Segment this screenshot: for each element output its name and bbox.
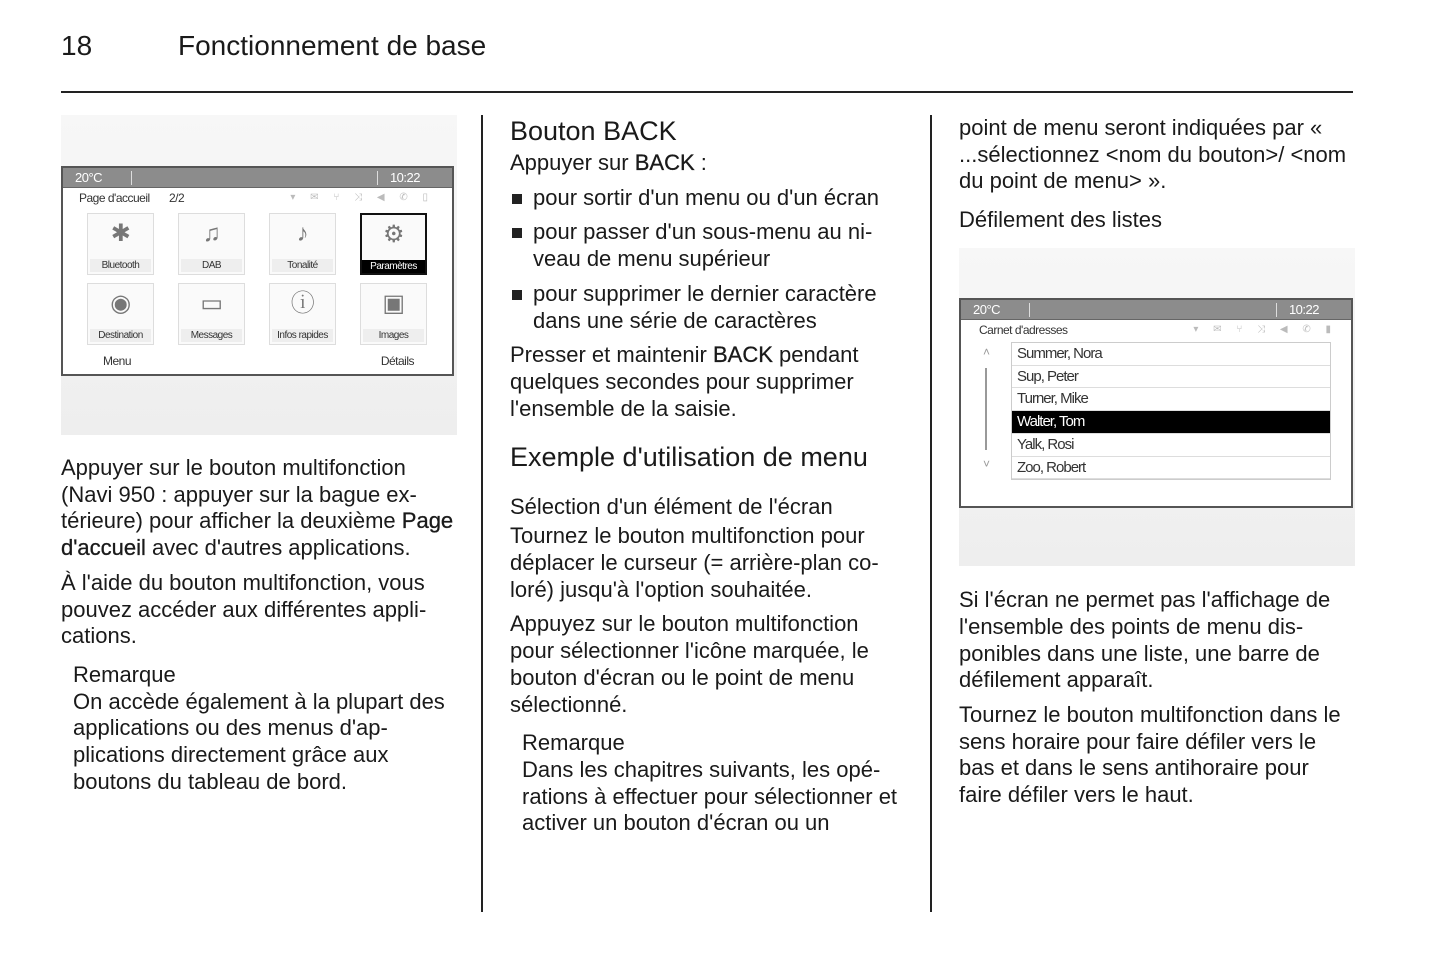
list-item[interactable]: Zoo, Robert <box>1012 457 1330 480</box>
status-bar <box>961 300 1351 320</box>
tile-bluetooth[interactable] <box>87 213 154 275</box>
subheading: Sélection d'un élément de l'écran <box>510 494 833 520</box>
scroll-down-icon[interactable]: ˅ <box>983 457 990 472</box>
list-item[interactable]: Yalk, Rosi <box>1012 434 1330 457</box>
note-text: On accède également à la plupart des applications ou des menus d'applications directement grâce aux boutons du tableau de bord. <box>73 688 445 794</box>
globe-icon: ◉ <box>110 290 131 317</box>
tile-infos-rapides[interactable] <box>269 283 336 345</box>
emphasis: BACK <box>712 342 773 368</box>
bullet-list <box>510 185 906 335</box>
clock: 10:22 <box>1288 302 1319 318</box>
temperature: 20°C <box>973 302 1001 318</box>
section-heading: Bouton BACK <box>510 116 677 146</box>
text: Appuyer sur le bouton multifonction (Navi 950 : appuyer sur la bague extérieure) pour afficher la deuxième <box>61 455 417 534</box>
column-divider <box>930 115 932 912</box>
tile-label: Bluetooth <box>90 259 151 272</box>
text: pendant quelques secondes pour supprimer l'ensemble de la saisie. <box>510 342 859 421</box>
softkey-menu[interactable]: Menu <box>103 354 132 368</box>
paragraph <box>510 342 906 422</box>
emphasis: Page d'accueil <box>61 508 454 561</box>
paragraph: Tournez le bouton multifonction pour déplacer le curseur (= arrière-plan coloré) jusqu'à l'option souhaitée. <box>510 523 879 602</box>
clock: 10:22 <box>389 170 420 185</box>
subheading: Défilement des listes <box>959 207 1162 233</box>
list-item[interactable]: Sup, Peter <box>1012 366 1330 389</box>
text: Appuyer sur <box>510 150 635 175</box>
page-number: 18 <box>61 30 93 61</box>
gear-icon: ⚙ <box>382 221 404 248</box>
info-icon: ⓘ <box>290 290 315 317</box>
image-icon: ▣ <box>382 290 405 317</box>
tile-parametres[interactable] <box>360 213 427 275</box>
column-2 <box>510 116 906 837</box>
status-icons: ▾ ✉ ⑂ ⤨ ◀ ✆ ▯ <box>290 192 434 203</box>
text: avec d'autres applications. <box>145 535 411 561</box>
tile-label: Paramètres <box>362 260 425 273</box>
temperature: 20°C <box>75 170 103 185</box>
dab-icon: ♫ <box>202 220 221 247</box>
header-rule <box>61 91 1353 93</box>
tile-destination[interactable] <box>87 283 154 345</box>
paragraph: point de menu seront indiquées par « ...sélectionnez <nom du bouton>/ <nom du point de menu> ». <box>959 115 1347 194</box>
list-item[interactable]: Turner, Mike <box>1012 388 1330 411</box>
tile-messages[interactable] <box>178 283 245 345</box>
text: : <box>694 150 707 175</box>
paragraph: À l'aide du bouton multifonction, vous pouvez accéder aux différentes applications. <box>61 569 427 649</box>
list-item: pour sortir d'un menu ou d'un écran <box>510 185 906 212</box>
tile-label: Infos rapides <box>272 329 333 342</box>
scrollbar[interactable] <box>985 368 987 450</box>
address-book-screen <box>959 298 1353 508</box>
list-item: pour passer d'un sous-menu au niveau de menu supérieur <box>510 219 906 272</box>
column-1 <box>61 115 457 795</box>
emphasis: BACK <box>634 150 695 175</box>
screen-subtitle: Carnet d'adresses <box>979 323 1068 338</box>
app-grid <box>87 213 427 345</box>
status-bar <box>63 168 452 188</box>
intro <box>510 150 906 177</box>
list-item-selected[interactable]: Walter, Tom <box>1012 411 1330 434</box>
paragraph: Si l'écran ne permet pas l'affichage de l'ensemble des points de menu disponibles dans une liste, une barre de défilement apparaît. <box>959 587 1331 693</box>
note <box>522 730 906 837</box>
tile-label: Images <box>363 329 424 342</box>
paragraph <box>61 455 457 562</box>
tile-label: Destination <box>90 329 151 342</box>
text: Presser et maintenir <box>510 342 713 368</box>
column-3 <box>959 115 1355 809</box>
address-book-figure <box>959 248 1355 566</box>
tile-dab[interactable] <box>178 213 245 275</box>
note-title: Remarque <box>522 730 625 756</box>
tile-label: Messages <box>181 329 242 342</box>
contact-list <box>1011 342 1331 480</box>
tone-icon: ♪ <box>296 220 309 247</box>
note-text: Dans les chapitres suivants, les opérations à effectuer pour sélectionner et activer un bouton d'écran ou un <box>522 756 898 836</box>
bluetooth-icon: ✱ <box>110 220 131 247</box>
messages-icon: ▭ <box>200 290 223 317</box>
tile-label: DAB <box>181 259 242 272</box>
home-screen <box>61 166 454 376</box>
softkey-details[interactable]: Détails <box>380 354 414 368</box>
paragraph: Appuyez sur le bouton multifonction pour sélectionner l'icône marquée, le bouton d'écran ou le point de menu sélectionné. <box>510 611 869 717</box>
page-indicator: 2/2 <box>169 191 185 205</box>
page-title: Fonctionnement de base <box>178 30 487 61</box>
paragraph: Tournez le bouton multifonction dans le sens horaire pour faire défiler vers le bas et dans le sens antihoraire pour faire défiler vers le haut. <box>959 701 1341 808</box>
tile-label: Tonalité <box>272 259 333 272</box>
note-title: Remarque <box>73 661 176 687</box>
tile-images[interactable] <box>360 283 427 345</box>
tile-tonalite[interactable] <box>269 213 336 275</box>
scroll-up-icon[interactable]: ˄ <box>983 345 990 360</box>
list-item[interactable]: Summer, Nora <box>1012 343 1330 366</box>
status-icons: ▾ ✉ ⑂ ⤨ ◀ ✆ ▮ <box>1193 324 1337 336</box>
section-heading: Exemple d'utilisation de menu <box>510 442 868 473</box>
list-item: pour supprimer le dernier caractère dans une série de caractères <box>510 281 906 334</box>
column-divider <box>481 115 483 912</box>
screen-subtitle: Page d'accueil <box>79 191 150 205</box>
home-screen-figure <box>61 115 457 435</box>
note <box>73 662 457 796</box>
